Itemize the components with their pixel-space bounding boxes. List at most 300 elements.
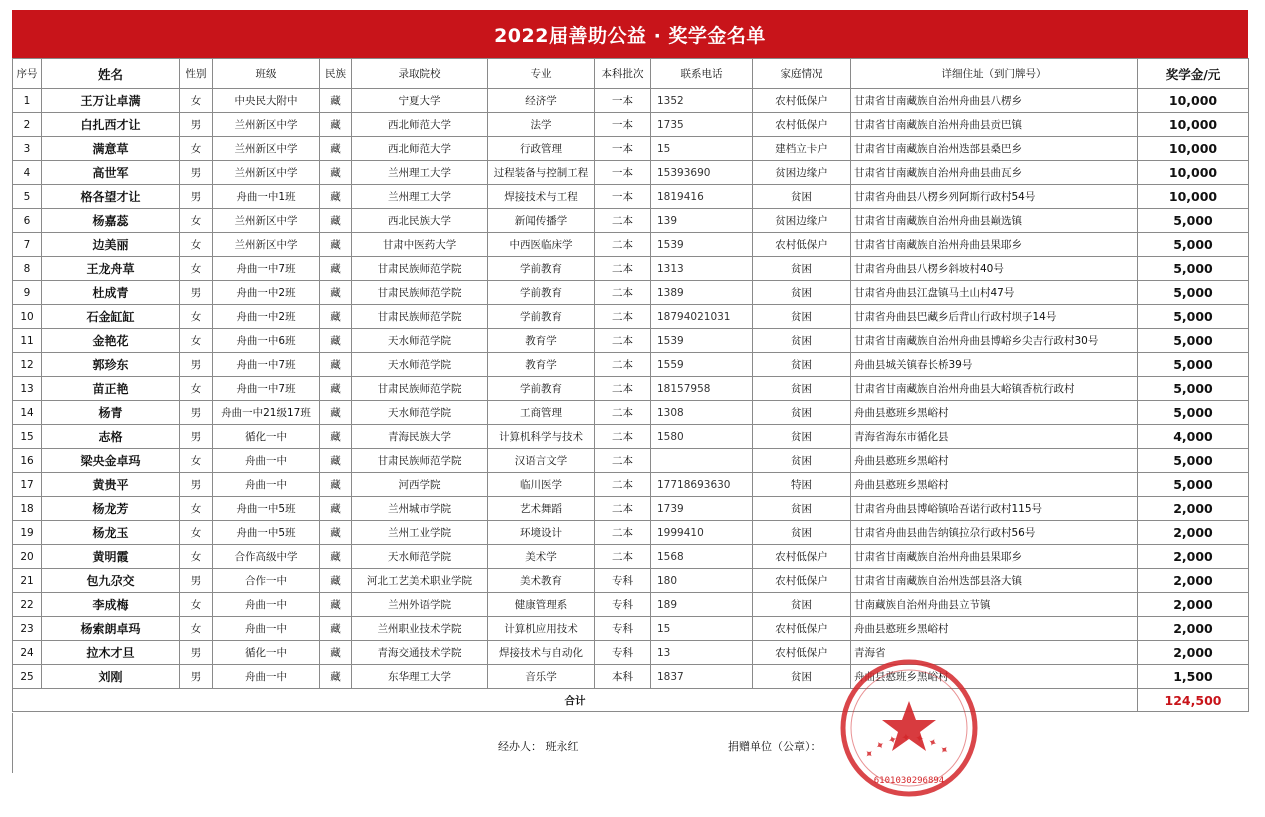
row-batch: 二本: [595, 305, 651, 329]
scholarship-sheet: [12, 10, 1248, 712]
row-major: 临川医学: [488, 473, 595, 497]
table-row: [13, 593, 1249, 617]
row-seq: 15: [13, 425, 42, 449]
row-batch: 专科: [595, 641, 651, 665]
row-seq: 19: [13, 521, 42, 545]
row-batch: 二本: [595, 329, 651, 353]
row-school: 青海交通技术学院: [352, 641, 488, 665]
row-gender: 男: [180, 473, 213, 497]
row-batch: 二本: [595, 473, 651, 497]
row-major: 过程装备与控制工程: [488, 161, 595, 185]
row-batch: 二本: [595, 281, 651, 305]
row-major: 健康管理系: [488, 593, 595, 617]
row-ethnicity: 藏: [320, 497, 352, 521]
row-class: 兰州新区中学: [213, 233, 320, 257]
row-school: 宁夏大学: [352, 89, 488, 113]
table-row: [13, 329, 1249, 353]
row-amount: 5,000: [1138, 305, 1249, 329]
row-batch: 一本: [595, 185, 651, 209]
row-family: 农村低保户: [753, 233, 851, 257]
header-major: 专业: [488, 59, 595, 89]
row-major: 美术学: [488, 545, 595, 569]
row-address: 甘肃省舟曲县八楞乡斜坡村40号: [851, 257, 1138, 281]
row-name: 满意草: [42, 137, 180, 161]
row-major: 法学: [488, 113, 595, 137]
header-row: [13, 59, 1249, 89]
row-name: 杨嘉蕊: [42, 209, 180, 233]
table-row: [13, 473, 1249, 497]
row-family: 贫困: [753, 353, 851, 377]
row-amount: 2,000: [1138, 497, 1249, 521]
row-batch: 二本: [595, 425, 651, 449]
row-school: 兰州理工大学: [352, 161, 488, 185]
row-amount: 5,000: [1138, 353, 1249, 377]
table-row: [13, 89, 1249, 113]
table-row: [13, 185, 1249, 209]
row-gender: 女: [180, 449, 213, 473]
row-gender: 女: [180, 617, 213, 641]
row-gender: 男: [180, 161, 213, 185]
row-major: 环境设计: [488, 521, 595, 545]
row-name: 包九尕交: [42, 569, 180, 593]
row-address: 甘肃省甘南藏族自治州舟曲县曲瓦乡: [851, 161, 1138, 185]
row-name: 志格: [42, 425, 180, 449]
row-amount: 5,000: [1138, 257, 1249, 281]
row-ethnicity: 藏: [320, 449, 352, 473]
header-seq: 序号: [13, 59, 42, 89]
row-class: 合作高级中学: [213, 545, 320, 569]
row-address: 舟曲县憨班乡黑峪村: [851, 449, 1138, 473]
row-class: 舟曲一中5班: [213, 497, 320, 521]
row-school: 兰州职业技术学院: [352, 617, 488, 641]
table-body: [13, 89, 1249, 689]
row-batch: 专科: [595, 617, 651, 641]
row-school: 西北师范大学: [352, 137, 488, 161]
foundation-seal-stamp: [838, 657, 980, 799]
header-class: 班级: [213, 59, 320, 89]
row-ethnicity: 藏: [320, 161, 352, 185]
row-phone: 18157958: [651, 377, 753, 401]
row-seq: 12: [13, 353, 42, 377]
row-name: 边美丽: [42, 233, 180, 257]
row-ethnicity: 藏: [320, 353, 352, 377]
row-batch: 二本: [595, 497, 651, 521]
table-row: [13, 521, 1249, 545]
row-address: 甘肃省甘南藏族自治州舟曲县果耶乡: [851, 233, 1138, 257]
row-seq: 22: [13, 593, 42, 617]
row-class: 兰州新区中学: [213, 161, 320, 185]
row-seq: 13: [13, 377, 42, 401]
row-family: 贫困: [753, 401, 851, 425]
row-class: 舟曲一中6班: [213, 329, 320, 353]
row-major: 行政管理: [488, 137, 595, 161]
row-address: 甘肃省甘南藏族自治州舟曲县贡巴镇: [851, 113, 1138, 137]
row-batch: 本科: [595, 665, 651, 689]
row-family: 贫困: [753, 329, 851, 353]
row-seq: 8: [13, 257, 42, 281]
row-address: 舟曲县城关镇春长桥39号: [851, 353, 1138, 377]
row-phone: 1352: [651, 89, 753, 113]
row-phone: 18794021031: [651, 305, 753, 329]
row-gender: 女: [180, 545, 213, 569]
total-amount: 124,500: [1138, 689, 1249, 712]
row-address: 甘肃省舟曲县巴藏乡后背山行政村坝子14号: [851, 305, 1138, 329]
row-gender: 女: [180, 305, 213, 329]
row-batch: 一本: [595, 137, 651, 161]
row-family: 农村低保户: [753, 113, 851, 137]
row-phone: 15: [651, 617, 753, 641]
row-ethnicity: 藏: [320, 137, 352, 161]
row-address: 甘肃省舟曲县博峪镇哈吾诺行政村115号: [851, 497, 1138, 521]
row-school: 甘肃民族师范学院: [352, 377, 488, 401]
row-school: 甘肃民族师范学院: [352, 257, 488, 281]
row-phone: 189: [651, 593, 753, 617]
header-ethnicity: 民族: [320, 59, 352, 89]
row-family: 农村低保户: [753, 89, 851, 113]
row-address: 舟曲县憨班乡黑峪村: [851, 665, 1138, 689]
row-name: 苗正艳: [42, 377, 180, 401]
row-family: 贫困: [753, 185, 851, 209]
row-batch: 专科: [595, 593, 651, 617]
row-name: 杜成青: [42, 281, 180, 305]
row-amount: 5,000: [1138, 377, 1249, 401]
row-phone: 1580: [651, 425, 753, 449]
row-phone: 17718693630: [651, 473, 753, 497]
row-seq: 17: [13, 473, 42, 497]
row-seq: 20: [13, 545, 42, 569]
row-address: 甘肃省舟曲县江盘镇马土山村47号: [851, 281, 1138, 305]
row-major: 艺术舞蹈: [488, 497, 595, 521]
row-major: 教育学: [488, 329, 595, 353]
table-row: [13, 305, 1249, 329]
row-family: 贫困: [753, 497, 851, 521]
row-amount: 5,000: [1138, 329, 1249, 353]
row-school: 兰州外语学院: [352, 593, 488, 617]
row-address: 舟曲县憨班乡黑峪村: [851, 617, 1138, 641]
scholarship-table: [12, 58, 1249, 712]
header-name: 姓名: [42, 59, 180, 89]
row-seq: 5: [13, 185, 42, 209]
svg-text:✦ ✦ ✦ ✦ ✦ ✦ ✦: ✦ ✦ ✦ ✦ ✦ ✦ ✦: [861, 730, 952, 762]
row-family: 贫困: [753, 425, 851, 449]
row-ethnicity: 藏: [320, 641, 352, 665]
row-seq: 11: [13, 329, 42, 353]
row-major: 美术教育: [488, 569, 595, 593]
row-school: 西北师范大学: [352, 113, 488, 137]
row-major: 焊接技术与自动化: [488, 641, 595, 665]
row-seq: 21: [13, 569, 42, 593]
row-ethnicity: 藏: [320, 593, 352, 617]
header-batch: 本科批次: [595, 59, 651, 89]
row-class: 舟曲一中: [213, 665, 320, 689]
row-phone: 1539: [651, 233, 753, 257]
row-name: 刘刚: [42, 665, 180, 689]
row-family: 贫困边缘户: [753, 161, 851, 185]
row-amount: 2,000: [1138, 569, 1249, 593]
row-gender: 女: [180, 497, 213, 521]
row-gender: 女: [180, 593, 213, 617]
table-row: [13, 161, 1249, 185]
row-class: 循化一中: [213, 641, 320, 665]
row-school: 天水师范学院: [352, 329, 488, 353]
row-class: 兰州新区中学: [213, 209, 320, 233]
row-class: 舟曲一中7班: [213, 353, 320, 377]
row-ethnicity: 藏: [320, 617, 352, 641]
row-class: 舟曲一中2班: [213, 281, 320, 305]
row-ethnicity: 藏: [320, 521, 352, 545]
table-row: [13, 281, 1249, 305]
row-phone: 1568: [651, 545, 753, 569]
row-class: 兰州新区中学: [213, 113, 320, 137]
row-address: 甘肃省甘南藏族自治州迭部县洛大镇: [851, 569, 1138, 593]
row-batch: 一本: [595, 113, 651, 137]
row-amount: 10,000: [1138, 113, 1249, 137]
row-phone: 139: [651, 209, 753, 233]
row-phone: 13: [651, 641, 753, 665]
row-gender: 男: [180, 401, 213, 425]
row-family: 贫困: [753, 449, 851, 473]
row-major: 计算机科学与技术: [488, 425, 595, 449]
row-name: 梁央金卓玛: [42, 449, 180, 473]
row-family: 贫困: [753, 257, 851, 281]
row-gender: 女: [180, 329, 213, 353]
row-seq: 1: [13, 89, 42, 113]
row-amount: 4,000: [1138, 425, 1249, 449]
row-school: 河北工艺美术职业学院: [352, 569, 488, 593]
row-batch: 二本: [595, 545, 651, 569]
row-family: 贫困: [753, 377, 851, 401]
row-batch: 一本: [595, 161, 651, 185]
row-amount: 10,000: [1138, 89, 1249, 113]
table-row: [13, 425, 1249, 449]
row-gender: 男: [180, 353, 213, 377]
row-address: 舟曲县憨班乡黑峪村: [851, 401, 1138, 425]
row-gender: 男: [180, 641, 213, 665]
row-name: 拉木才旦: [42, 641, 180, 665]
row-gender: 男: [180, 569, 213, 593]
row-gender: 男: [180, 665, 213, 689]
row-gender: 女: [180, 89, 213, 113]
row-seq: 7: [13, 233, 42, 257]
row-ethnicity: 藏: [320, 545, 352, 569]
row-ethnicity: 藏: [320, 305, 352, 329]
row-amount: 10,000: [1138, 137, 1249, 161]
row-address: 舟曲县憨班乡黑峪村: [851, 473, 1138, 497]
signature-footer: [12, 713, 1249, 773]
row-name: 李成梅: [42, 593, 180, 617]
row-class: 舟曲一中: [213, 449, 320, 473]
table-row: [13, 353, 1249, 377]
total-row: [13, 689, 1249, 712]
row-school: 天水师范学院: [352, 401, 488, 425]
row-seq: 6: [13, 209, 42, 233]
sheet-title: 2022届善助公益 · 奖学金名单: [12, 10, 1248, 58]
row-amount: 2,000: [1138, 545, 1249, 569]
row-gender: 女: [180, 233, 213, 257]
row-family: 贫困: [753, 521, 851, 545]
row-family: 特困: [753, 473, 851, 497]
row-batch: 二本: [595, 353, 651, 377]
row-seq: 23: [13, 617, 42, 641]
row-major: 学前教育: [488, 257, 595, 281]
table-row: [13, 569, 1249, 593]
row-amount: 10,000: [1138, 185, 1249, 209]
header-address: 详细住址（到门牌号）: [851, 59, 1138, 89]
row-phone: [651, 449, 753, 473]
row-ethnicity: 藏: [320, 569, 352, 593]
row-amount: 10,000: [1138, 161, 1249, 185]
row-family: 农村低保户: [753, 617, 851, 641]
table-row: [13, 113, 1249, 137]
table-row: [13, 545, 1249, 569]
row-class: 中央民大附中: [213, 89, 320, 113]
row-school: 青海民族大学: [352, 425, 488, 449]
row-phone: 15: [651, 137, 753, 161]
row-seq: 9: [13, 281, 42, 305]
row-school: 兰州理工大学: [352, 185, 488, 209]
row-major: 新闻传播学: [488, 209, 595, 233]
row-address: 甘肃省舟曲县曲告纳镇拉尕行政村56号: [851, 521, 1138, 545]
row-school: 兰州工业学院: [352, 521, 488, 545]
row-major: 教育学: [488, 353, 595, 377]
header-amount: 奖学金/元: [1138, 59, 1249, 89]
row-phone: 1313: [651, 257, 753, 281]
row-phone: 1739: [651, 497, 753, 521]
table-row: [13, 209, 1249, 233]
row-family: 贫困: [753, 593, 851, 617]
row-ethnicity: 藏: [320, 665, 352, 689]
row-address: 甘肃省甘南藏族自治州迭部县桑巴乡: [851, 137, 1138, 161]
row-phone: 1559: [651, 353, 753, 377]
row-major: 汉语言文学: [488, 449, 595, 473]
row-name: 石金缸缸: [42, 305, 180, 329]
row-gender: 男: [180, 185, 213, 209]
row-name: 黄贵平: [42, 473, 180, 497]
row-name: 王龙舟草: [42, 257, 180, 281]
row-phone: 1735: [651, 113, 753, 137]
row-seq: 24: [13, 641, 42, 665]
row-address: 甘肃省甘南藏族自治州舟曲县巅选镇: [851, 209, 1138, 233]
row-ethnicity: 藏: [320, 401, 352, 425]
donor-label: 捐赠单位（公章）：: [728, 740, 822, 753]
row-seq: 14: [13, 401, 42, 425]
row-batch: 二本: [595, 401, 651, 425]
row-phone: 1999410: [651, 521, 753, 545]
row-amount: 5,000: [1138, 209, 1249, 233]
table-row: [13, 137, 1249, 161]
row-class: 舟曲一中2班: [213, 305, 320, 329]
row-major: 学前教育: [488, 305, 595, 329]
row-gender: 女: [180, 521, 213, 545]
row-phone: 1819416: [651, 185, 753, 209]
table-row: [13, 449, 1249, 473]
row-name: 杨青: [42, 401, 180, 425]
row-major: 中西医临床学: [488, 233, 595, 257]
row-ethnicity: 藏: [320, 233, 352, 257]
row-name: 杨龙芳: [42, 497, 180, 521]
row-school: 东华理工大学: [352, 665, 488, 689]
table-row: [13, 665, 1249, 689]
row-ethnicity: 藏: [320, 329, 352, 353]
row-amount: 5,000: [1138, 233, 1249, 257]
row-class: 舟曲一中: [213, 473, 320, 497]
row-phone: 1539: [651, 329, 753, 353]
header-family: 家庭情况: [753, 59, 851, 89]
row-amount: 5,000: [1138, 401, 1249, 425]
row-name: 格各望才让: [42, 185, 180, 209]
row-name: 郭珍东: [42, 353, 180, 377]
row-seq: 16: [13, 449, 42, 473]
row-seq: 2: [13, 113, 42, 137]
row-seq: 18: [13, 497, 42, 521]
row-name: 王万让卓满: [42, 89, 180, 113]
row-class: 合作一中: [213, 569, 320, 593]
row-name: 金艳花: [42, 329, 180, 353]
row-major: 计算机应用技术: [488, 617, 595, 641]
row-phone: 1389: [651, 281, 753, 305]
row-class: 舟曲一中: [213, 617, 320, 641]
table-row: [13, 377, 1249, 401]
row-name: 杨索朗卓玛: [42, 617, 180, 641]
row-family: 贫困: [753, 305, 851, 329]
row-class: 舟曲一中7班: [213, 257, 320, 281]
row-gender: 女: [180, 137, 213, 161]
row-school: 西北民族大学: [352, 209, 488, 233]
row-school: 甘肃民族师范学院: [352, 305, 488, 329]
row-name: 黄明霞: [42, 545, 180, 569]
row-school: 天水师范学院: [352, 545, 488, 569]
row-address: 甘肃省甘南藏族自治州舟曲县果耶乡: [851, 545, 1138, 569]
row-batch: 专科: [595, 569, 651, 593]
row-major: 学前教育: [488, 281, 595, 305]
row-ethnicity: 藏: [320, 209, 352, 233]
row-gender: 女: [180, 257, 213, 281]
row-batch: 二本: [595, 257, 651, 281]
row-gender: 男: [180, 425, 213, 449]
row-class: 兰州新区中学: [213, 137, 320, 161]
table-row: [13, 401, 1249, 425]
row-amount: 2,000: [1138, 521, 1249, 545]
row-address: 甘肃省舟曲县八楞乡列阿斯行政村54号: [851, 185, 1138, 209]
row-address: 甘肃省甘南藏族自治州舟曲县八楞乡: [851, 89, 1138, 113]
row-batch: 二本: [595, 377, 651, 401]
row-batch: 二本: [595, 449, 651, 473]
row-family: 贫困: [753, 665, 851, 689]
row-address: 青海省海东市循化县: [851, 425, 1138, 449]
row-gender: 男: [180, 113, 213, 137]
seal-code: 6101030296894: [873, 776, 945, 786]
row-school: 甘肃民族师范学院: [352, 449, 488, 473]
table-row: [13, 233, 1249, 257]
row-name: 杨龙玉: [42, 521, 180, 545]
total-label: 合计: [13, 689, 1138, 712]
row-school: 甘肃中医药大学: [352, 233, 488, 257]
row-class: 循化一中: [213, 425, 320, 449]
row-major: 音乐学: [488, 665, 595, 689]
row-address: 甘肃省甘南藏族自治州舟曲县博峪乡尖吉行政村30号: [851, 329, 1138, 353]
row-phone: 1308: [651, 401, 753, 425]
row-gender: 女: [180, 209, 213, 233]
row-seq: 3: [13, 137, 42, 161]
row-ethnicity: 藏: [320, 377, 352, 401]
row-ethnicity: 藏: [320, 257, 352, 281]
row-school: 河西学院: [352, 473, 488, 497]
row-major: 经济学: [488, 89, 595, 113]
table-row: [13, 641, 1249, 665]
row-family: 农村低保户: [753, 641, 851, 665]
row-ethnicity: 藏: [320, 89, 352, 113]
row-amount: 1,500: [1138, 665, 1249, 689]
